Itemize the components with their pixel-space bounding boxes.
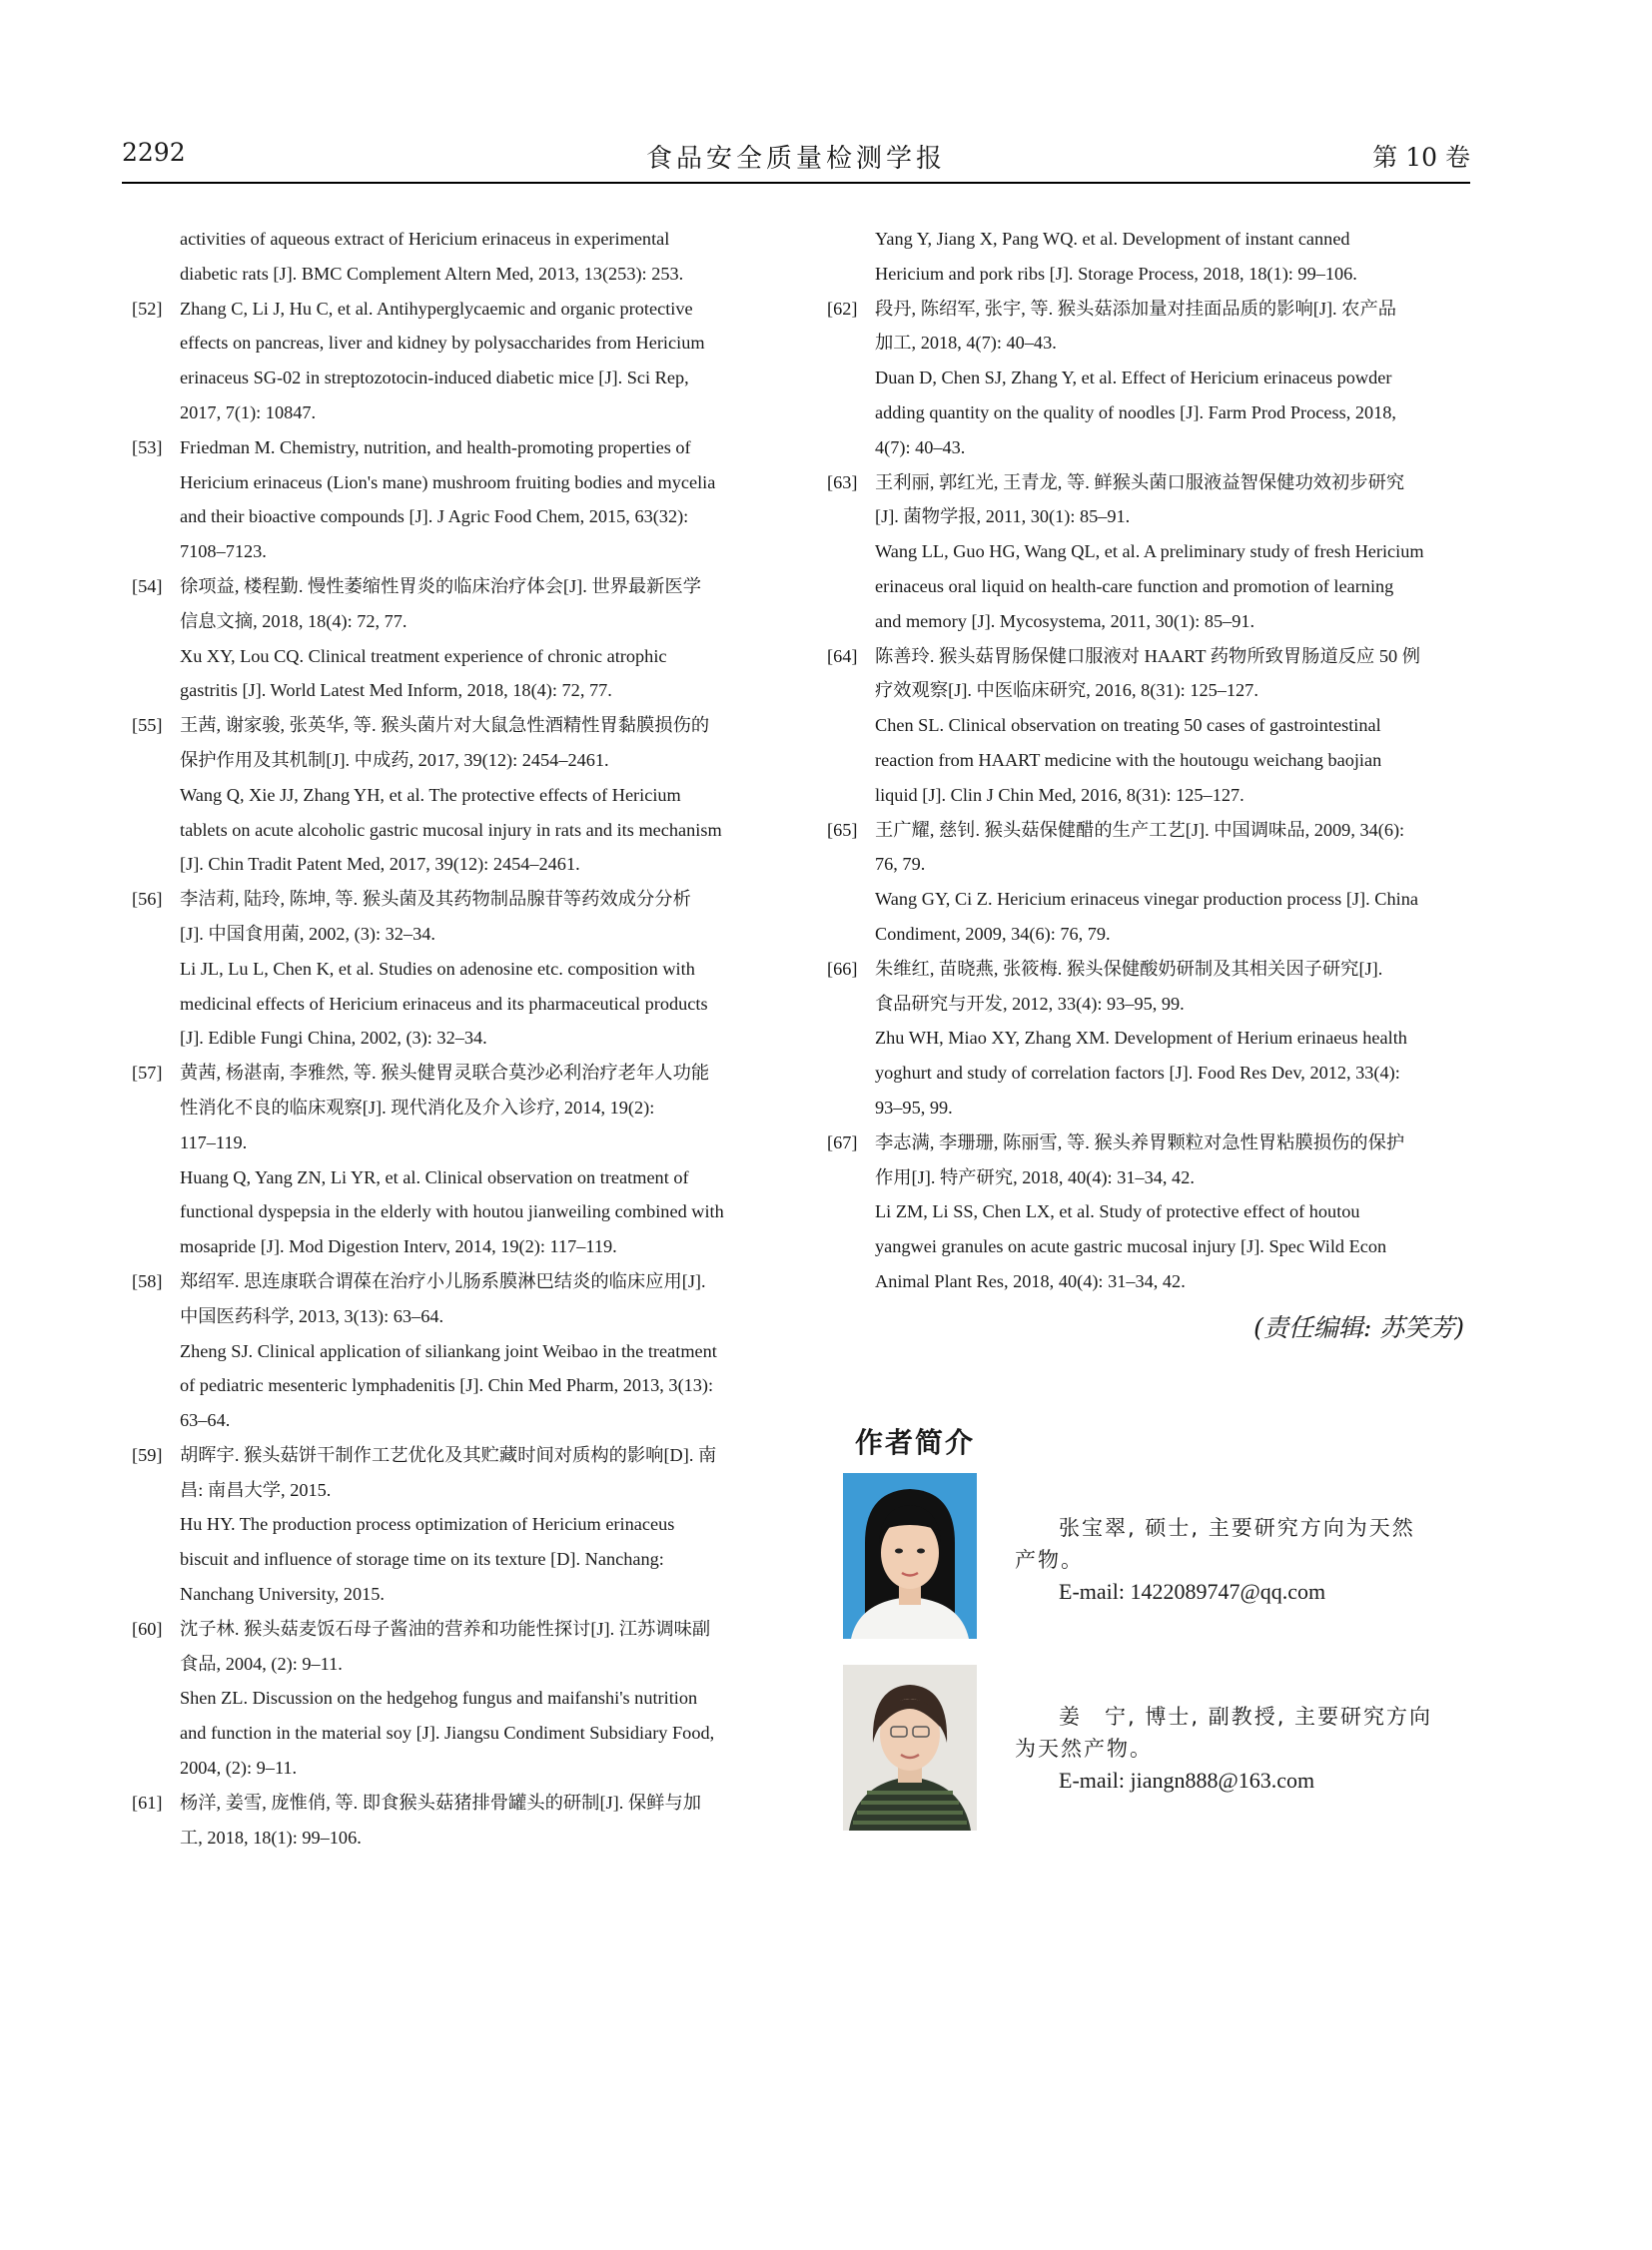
reference-line: 加工, 2018, 4(7): 40–43.	[875, 333, 1057, 354]
reference-line: 2017, 7(1): 10847.	[180, 401, 317, 422]
reference-entry	[132, 882, 763, 1056]
reference-entry	[132, 292, 763, 430]
reference-line: Li ZM, Li SS, Chen LX, et al. Study of protective effect of houtou	[875, 1201, 1360, 1222]
reference-line: Huang Q, Yang ZN, Li YR, et al. Clinical observation on treatment of	[180, 1166, 689, 1187]
reference-entry	[827, 813, 1464, 952]
reference-line: 63–64.	[180, 1410, 231, 1431]
reference-line: activities of aqueous extract of Hericium erinaceus in experimental	[180, 229, 670, 249]
reference-line: 李志满, 李珊珊, 陈丽雪, 等. 猴头养胃颗粒对急性胃粘膜损伤的保护	[875, 1131, 1405, 1152]
volume-label: 第 10 卷	[1372, 143, 1470, 172]
reference-number: [62]	[827, 298, 858, 319]
reference-line: erinaceus oral liquid on health-care function and promotion of learning	[875, 575, 1394, 596]
reference-line: 王利丽, 郭红光, 王青龙, 等. 鲜猴头菌口服液益智保健功效初步研究	[875, 471, 1405, 492]
reference-line: [J]. Chin Tradit Patent Med, 2017, 39(12): 2454–2461.	[180, 854, 580, 875]
reference-line: 段丹, 陈绍军, 张宇, 等. 猴头菇添加量对挂面品质的影响[J]. 农产品	[875, 298, 1397, 319]
reference-number: [57]	[132, 1063, 163, 1084]
bio1-line1: 张宝翠, 硕士, 主要研究方向为天然	[1059, 1516, 1415, 1540]
reference-line: 昌: 南昌大学, 2015.	[180, 1479, 332, 1500]
reference-entry	[827, 292, 1464, 465]
reference-line: of pediatric mesenteric lymphadenitis [J]. Chin Med Pharm, 2013, 3(13):	[180, 1375, 714, 1396]
reference-line: Hericium and pork ribs [J]. Storage Process, 2018, 18(1): 99–106.	[875, 263, 1357, 284]
reference-line: Zhang C, Li J, Hu C, et al. Antihyperglycaemic and organic protective	[180, 298, 693, 319]
reference-line: and memory [J]. Mycosystema, 2011, 30(1): 85–91.	[875, 610, 1255, 631]
reference-line: Li JL, Lu L, Chen K, et al. Studies on adenosine etc. composition with	[180, 958, 695, 979]
reference-line: 胡晖宇. 猴头菇饼干制作工艺优化及其贮藏时间对质构的影响[D]. 南	[180, 1444, 717, 1465]
reference-entry	[132, 1264, 763, 1438]
reference-line: Duan D, Chen SJ, Zhang Y, et al. Effect of Hericium erinaceus powder	[875, 368, 1392, 388]
reference-entry	[132, 1786, 763, 1856]
reference-line: gastritis [J]. World Latest Med Inform, 2018, 18(4): 72, 77.	[180, 680, 612, 701]
reference-line: tablets on acute alcoholic gastric mucosal injury in rats and its mechanism	[180, 819, 722, 840]
editor-note: (责任编辑: 苏笑芳)	[1253, 1313, 1464, 1342]
reference-number: [59]	[132, 1444, 163, 1465]
reference-line: Hericium erinaceus (Lion's mane) mushroom fruiting bodies and mycelia	[180, 471, 716, 492]
reference-line: yoghurt and study of correlation factors [J]. Food Res Dev, 2012, 33(4):	[875, 1063, 1400, 1084]
reference-line: 杨洋, 姜雪, 庞惟俏, 等. 即食猴头菇猪排骨罐头的研制[J]. 保鲜与加	[180, 1792, 702, 1813]
reference-entry	[827, 465, 1464, 639]
reference-entry	[132, 1438, 763, 1612]
reference-line: Wang LL, Guo HG, Wang QL, et al. A preliminary study of fresh Hericium	[875, 541, 1424, 562]
reference-line: and function in the material soy [J]. Jiangsu Condiment Subsidiary Food,	[180, 1723, 715, 1744]
journal-title: 食品安全质量检测学报	[645, 144, 946, 174]
reference-line: Friedman M. Chemistry, nutrition, and health-promoting properties of	[180, 436, 691, 457]
bio2-line2: 为天然产物。	[1015, 1737, 1153, 1761]
reference-line: diabetic rats [J]. BMC Complement Altern Med, 2013, 13(253): 253.	[180, 263, 684, 284]
reference-line: Animal Plant Res, 2018, 40(4): 31–34, 42.	[875, 1270, 1186, 1291]
reference-number: [63]	[827, 471, 858, 492]
reference-line: 郑绍军. 思连康联合谓葆在治疗小儿肠系膜淋巴结炎的临床应用[J].	[180, 1270, 706, 1291]
reference-line: 中国医药科学, 2013, 3(13): 63–64.	[180, 1305, 444, 1326]
reference-line: 陈善玲. 猴头菇胃肠保健口服液对 HAART 药物所致胃肠道反应 50 例	[875, 645, 1420, 666]
reference-line: 朱维红, 苗晓燕, 张筱梅. 猴头保健酸奶研制及其相关因子研究[J].	[875, 958, 1383, 979]
reference-line: 食品研究与开发, 2012, 33(4): 93–95, 99.	[875, 993, 1185, 1014]
reference-entry	[132, 222, 763, 292]
author-bio-1	[1015, 1512, 1454, 1608]
reference-line: 性消化不良的临床观察[J]. 现代消化及介入诊疗, 2014, 19(2):	[180, 1097, 655, 1118]
reference-number: [67]	[827, 1131, 858, 1152]
reference-number: [65]	[827, 819, 858, 840]
reference-line: Xu XY, Lou CQ. Clinical treatment experience of chronic atrophic	[180, 645, 667, 666]
page-header	[122, 138, 1470, 184]
reference-number: [54]	[132, 575, 163, 596]
reference-line: 93–95, 99.	[875, 1097, 953, 1118]
reference-line: [J]. Edible Fungi China, 2002, (3): 32–34.	[180, 1028, 487, 1049]
reference-entry	[132, 1056, 763, 1264]
reference-line: 7108–7123.	[180, 541, 267, 562]
reference-line: and their bioactive compounds [J]. J Agric Food Chem, 2015, 63(32):	[180, 506, 689, 527]
reference-line: Condiment, 2009, 34(6): 76, 79.	[875, 923, 1111, 944]
reference-line: Zhu WH, Miao XY, Zhang XM. Development of Herium erinaeus health	[875, 1028, 1407, 1049]
reference-entry	[132, 708, 763, 882]
reference-number: [66]	[827, 958, 858, 979]
reference-entry	[132, 1612, 763, 1786]
reference-number: [64]	[827, 645, 858, 666]
reference-line: mosapride [J]. Mod Digestion Interv, 2014, 19(2): 117–119.	[180, 1236, 617, 1257]
author-photo-1	[843, 1473, 977, 1639]
reference-line: liquid [J]. Clin J Chin Med, 2016, 8(31): 125–127.	[875, 784, 1244, 805]
reference-line: Chen SL. Clinical observation on treating 50 cases of gastrointestinal	[875, 715, 1381, 736]
reference-line: 保护作用及其机制[J]. 中成药, 2017, 39(12): 2454–2461.	[180, 749, 609, 770]
bio2-line1: 姜 宁, 博士, 副教授, 主要研究方向	[1059, 1705, 1433, 1729]
reference-line: 疗效观察[J]. 中医临床研究, 2016, 8(31): 125–127.	[875, 680, 1258, 701]
reference-line: 117–119.	[180, 1131, 248, 1152]
author-section-title: 作者简介	[855, 1426, 976, 1459]
reference-line: functional dyspepsia in the elderly with houtou jianweiling combined with	[180, 1201, 724, 1222]
reference-line: erinaceus SG-02 in streptozotocin-induced diabetic mice [J]. Sci Rep,	[180, 368, 689, 388]
bio1-email: E-mail: 1422089747@qq.com	[1059, 1579, 1326, 1604]
reference-line: Nanchang University, 2015.	[180, 1584, 385, 1605]
author-photo-2	[843, 1665, 977, 1831]
reference-line: 2004, (2): 9–11.	[180, 1758, 298, 1779]
reference-number: [52]	[132, 298, 163, 319]
reference-line: Zheng SJ. Clinical application of siliankang joint Weibao in the treatment	[180, 1340, 717, 1361]
reference-entry	[132, 430, 763, 569]
reference-line: Wang Q, Xie JJ, Zhang YH, et al. The protective effects of Hericium	[180, 784, 681, 805]
reference-line: 信息文摘, 2018, 18(4): 72, 77.	[180, 610, 408, 631]
reference-line: 王茜, 谢家骏, 张英华, 等. 猴头菌片对大鼠急性酒精性胃黏膜损伤的	[180, 715, 710, 736]
reference-line: 4(7): 40–43.	[875, 436, 966, 457]
reference-line: Yang Y, Jiang X, Pang WQ. et al. Development of instant canned	[875, 229, 1350, 249]
reference-number: [53]	[132, 436, 163, 457]
reference-line: biscuit and influence of storage time on its texture [D]. Nanchang:	[180, 1549, 664, 1570]
reference-line: [J]. 菌物学报, 2011, 30(1): 85–91.	[875, 506, 1131, 527]
reference-line: 沈子林. 猴头菇麦饭石母子酱油的营养和功能性探讨[J]. 江苏调味副	[180, 1618, 711, 1639]
reference-line: 王广耀, 慈钊. 猴头菇保健醋的生产工艺[J]. 中国调味品, 2009, 34(6):	[875, 819, 1405, 840]
reference-line: [J]. 中国食用菌, 2002, (3): 32–34.	[180, 923, 435, 944]
reference-line: adding quantity on the quality of noodles [J]. Farm Prod Process, 2018,	[875, 401, 1396, 422]
reference-line: 作用[J]. 特产研究, 2018, 40(4): 31–34, 42.	[875, 1166, 1195, 1187]
reference-line: 黄茜, 杨湛南, 李雅然, 等. 猴头健胃灵联合莫沙必利治疗老年人功能	[180, 1063, 710, 1084]
page-number: 2292	[122, 138, 186, 167]
reference-line: 李洁莉, 陆玲, 陈坤, 等. 猴头菌及其药物制品腺苷等药效成分分析	[180, 889, 691, 910]
reference-line: yangwei granules on acute gastric mucosal injury [J]. Spec Wild Econ	[875, 1236, 1387, 1257]
reference-number: [61]	[132, 1792, 163, 1813]
reference-entry	[132, 569, 763, 708]
author-bio-2	[1015, 1701, 1454, 1797]
references-left-column	[132, 222, 763, 1855]
reference-line: Hu HY. The production process optimization of Hericium erinaceus	[180, 1514, 675, 1535]
reference-entry	[827, 222, 1464, 292]
reference-line: 76, 79.	[875, 854, 926, 875]
reference-number: [60]	[132, 1618, 163, 1639]
reference-entry	[827, 639, 1464, 813]
reference-number: [55]	[132, 715, 163, 736]
reference-line: reaction from HAART medicine with the houtougu weichang baojian	[875, 749, 1382, 770]
reference-line: Wang GY, Ci Z. Hericium erinaceus vinegar production process [J]. China	[875, 889, 1418, 910]
references-right-column	[827, 222, 1464, 1299]
bio2-email: E-mail: jiangn888@163.com	[1059, 1768, 1315, 1793]
reference-entry	[827, 952, 1464, 1125]
reference-line: 食品, 2004, (2): 9–11.	[180, 1653, 343, 1674]
reference-number: [56]	[132, 889, 163, 910]
reference-line: medicinal effects of Hericium erinaceus and its pharmaceutical products	[180, 993, 708, 1014]
reference-number: [58]	[132, 1270, 163, 1291]
reference-line: 工, 2018, 18(1): 99–106.	[180, 1827, 362, 1848]
reference-line: effects on pancreas, liver and kidney by polysaccharides from Hericium	[180, 333, 705, 354]
reference-line: Shen ZL. Discussion on the hedgehog fungus and maifanshi's nutrition	[180, 1688, 698, 1709]
reference-entry	[827, 1125, 1464, 1299]
bio1-line2: 产物。	[1015, 1548, 1084, 1572]
reference-line: 徐项益, 楼程勤. 慢性萎缩性胃炎的临床治疗体会[J]. 世界最新医学	[180, 575, 702, 596]
